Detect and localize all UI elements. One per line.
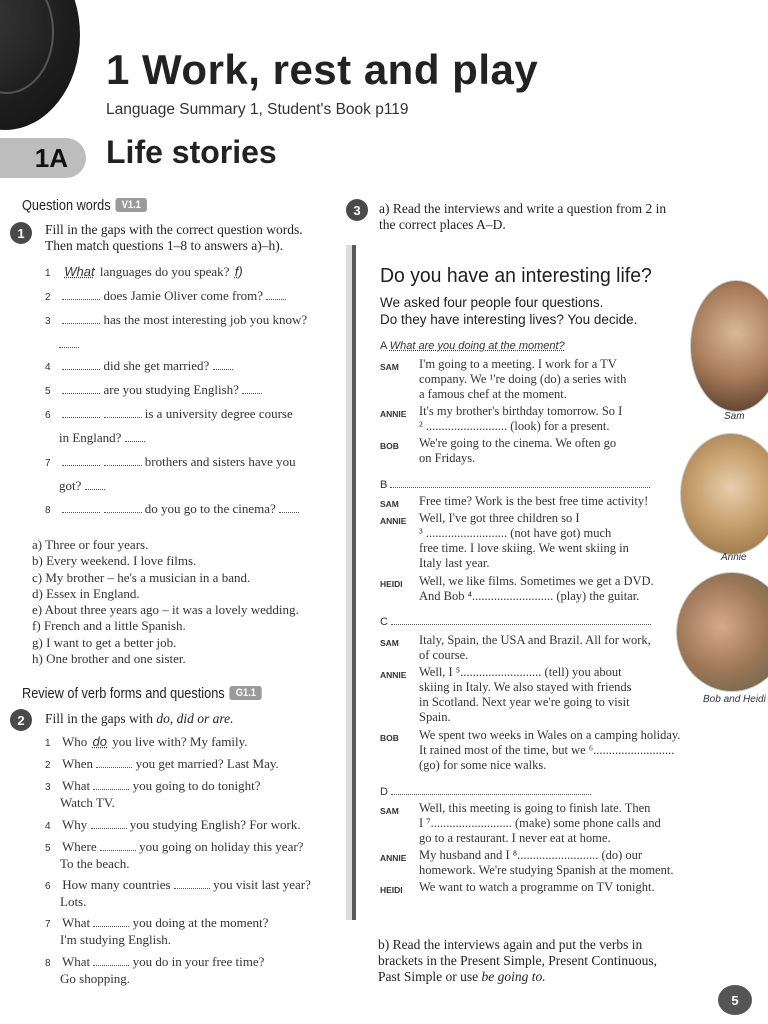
item-number: 2 <box>45 760 51 771</box>
item-text: What <box>62 778 91 793</box>
dialogue-line: (go) for some nice walks. <box>419 758 547 772</box>
dialogue-line: It's my brother's birthday tomorrow. So I <box>419 404 623 418</box>
article-title: Do you have an interesting life? <box>380 265 652 287</box>
answer-gap[interactable] <box>62 358 100 370</box>
article-subtitle: We asked four people four questions. <box>380 295 604 310</box>
section-c-question <box>380 613 651 628</box>
instruction-line: Fill in the gaps with the correct question words. <box>45 222 303 237</box>
item-text: What <box>62 915 91 930</box>
dialogue-line: Well, I've got three children so I <box>419 511 580 525</box>
page-number: 5 <box>718 985 752 1015</box>
question-item-2 <box>45 288 286 305</box>
item-text: languages do you speak? <box>99 264 230 279</box>
question-item-8 <box>45 501 299 518</box>
dialogue-line: Well, this meeting is going to finish late. Then <box>419 801 651 815</box>
verb-item-2 <box>45 756 279 773</box>
question-words-heading <box>22 197 147 214</box>
dialogue-line: It rained most of the time, but we ⁶.......................... <box>419 743 675 757</box>
item-number: 4 <box>45 362 51 373</box>
dialogue-line: Well, I ⁵.......................... (tell) you about <box>419 665 622 679</box>
answer-option: f) French and a little Spanish. <box>32 618 186 634</box>
instruction-line: Then match questions 1–8 to answers a)–h). <box>45 238 284 253</box>
item-number: 7 <box>45 458 51 469</box>
dialogue-line: go to a restaurant. I never eat at home. <box>419 831 611 845</box>
section-letter: C <box>380 616 388 628</box>
dialogue-line: company. We ¹'re doing (do) a series with <box>419 372 627 386</box>
item-text: When <box>62 756 94 771</box>
item-number: 8 <box>45 505 51 516</box>
answer-option: h) One brother and one sister. <box>32 651 186 667</box>
lesson-badge: 1A <box>0 138 86 178</box>
item-number: 1 <box>45 268 51 279</box>
dialogue-line: My husband and I ⁸.......................... (do) our <box>419 848 643 862</box>
item-text: What <box>62 954 91 969</box>
item-text: you do in your free time? <box>132 954 265 969</box>
instruction-line: b) Read the interviews again and put the verbs in <box>378 937 643 952</box>
answer-gap[interactable] <box>62 382 100 394</box>
section-letter: B <box>380 479 388 491</box>
answer-gap[interactable] <box>93 778 129 790</box>
item-text: you going on holiday this year? <box>139 839 304 854</box>
verb-item-3 <box>45 778 261 810</box>
match-gap[interactable] <box>279 501 299 513</box>
speaker-label: ANNIE <box>380 516 407 526</box>
verb-item-4 <box>45 817 301 834</box>
dialogue-line: ² .......................... (look) for a present. <box>419 419 610 433</box>
section-letter: D <box>380 786 388 798</box>
dialogue-line: Italy last year. <box>419 556 490 570</box>
match-gap[interactable] <box>266 288 286 300</box>
item-text: got? <box>59 478 82 493</box>
item-text: you get married? Last May. <box>135 756 279 771</box>
dialogue-line: I ⁷.......................... (make) some phone calls and <box>419 816 661 830</box>
language-summary-ref: Language Summary 1, Student's Book p119 <box>106 101 409 118</box>
speaker-label: BOB <box>380 441 399 451</box>
section-heading-text: Review of verb forms and questions <box>22 685 225 702</box>
exercise-1-instruction <box>45 222 345 254</box>
dialogue-line: We want to watch a programme on TV tonight. <box>419 880 655 894</box>
question-item-4 <box>45 358 233 375</box>
item-number: 3 <box>45 316 51 327</box>
verb-forms-heading <box>22 685 262 702</box>
answer-option: c) My brother – he's a musician in a band. <box>32 569 251 585</box>
instruction-line: brackets in the Present Simple, Present Continuous, <box>378 953 657 968</box>
item-number: 4 <box>45 821 51 832</box>
answer-gap[interactable] <box>91 817 127 829</box>
dialogue-line: Well, we like films. Sometimes we get a DVD. <box>419 574 654 588</box>
item-number: 6 <box>45 881 51 892</box>
dialogue-line: of course. <box>419 648 469 662</box>
exercise-2-instruction <box>45 711 234 727</box>
answer-gap[interactable] <box>104 454 142 466</box>
item-text: you visit last year? <box>213 877 311 892</box>
answer-option: e) About three years ago – it was a lovely wedding. <box>32 602 299 618</box>
match-gap[interactable] <box>85 478 105 490</box>
instruction-line: the correct places A–D. <box>379 217 506 232</box>
item-text: is a university degree course <box>144 406 293 421</box>
section-heading-text: Question words <box>22 197 111 214</box>
speaker-label: HEIDI <box>380 579 403 589</box>
item-text: Where <box>62 839 97 854</box>
verb-item-6 <box>45 877 311 909</box>
answer-gap[interactable] <box>96 756 132 768</box>
verb-item-8 <box>45 954 264 986</box>
match-gap[interactable] <box>213 358 233 370</box>
instruction-text: Past Simple or use <box>378 969 482 984</box>
verb-item-5 <box>45 839 303 871</box>
item-text: Who <box>62 734 88 749</box>
dialogue-line: We're going to the cinema. We often go <box>419 436 617 450</box>
item-answer-line: Watch TV. <box>60 795 115 810</box>
question-item-6 <box>45 406 293 423</box>
exercise-number-2: 2 <box>10 709 32 731</box>
item-answer-line: Lots. <box>60 894 87 909</box>
item-text: Why <box>62 817 88 832</box>
item-text: you doing at the moment? <box>132 915 269 930</box>
speaker-label: ANNIE <box>380 670 407 680</box>
example-answer: What <box>64 264 95 279</box>
item-answer-line: Go shopping. <box>60 971 131 986</box>
answer-gap[interactable] <box>100 839 136 851</box>
question-item-3-match <box>59 336 79 351</box>
answer-option: d) Essex in England. <box>32 585 140 601</box>
exercise-3b-instruction <box>378 937 657 985</box>
dialogue-line: I'm going to a meeting. I work for a TV <box>419 357 617 371</box>
question-gap[interactable] <box>391 783 591 795</box>
answer-gap[interactable] <box>104 501 142 513</box>
answer-gap[interactable] <box>174 877 210 889</box>
section-d-question <box>380 783 591 798</box>
answer-gap[interactable] <box>93 915 129 927</box>
speaker-label: HEIDI <box>380 885 403 895</box>
speaker-label: BOB <box>380 733 399 743</box>
item-number: 6 <box>45 410 51 421</box>
item-number: 7 <box>45 919 51 930</box>
section-a-question <box>380 340 565 352</box>
reference-badge: G1.1 <box>230 686 262 700</box>
item-text: did she get married? <box>103 358 210 373</box>
exercise-3a-instruction <box>379 201 666 233</box>
question-item-5 <box>45 382 262 399</box>
reference-badge: V1.1 <box>116 198 147 212</box>
exercise-number-1: 1 <box>10 222 32 244</box>
speaker-label: ANNIE <box>380 853 407 863</box>
exercise-number-3: 3 <box>346 199 368 221</box>
dialogue-line: We spent two weeks in Wales on a camping holiday. <box>419 728 681 742</box>
dialogue-line: in Scotland. Next year we're going to visit <box>419 695 630 709</box>
match-gap[interactable] <box>125 430 145 442</box>
item-text: you studying English? For work. <box>129 817 301 832</box>
item-number: 5 <box>45 386 51 397</box>
lesson-title: Life stories <box>106 134 277 170</box>
section-question: What are you doing at the moment? <box>389 340 565 352</box>
question-gap[interactable] <box>391 613 651 625</box>
answer-gap[interactable] <box>104 406 142 418</box>
dialogue-line: Spain. <box>419 710 451 724</box>
unit-title: 1 Work, rest and play <box>106 46 539 93</box>
dialogue-line: ³ .......................... (not have got) much <box>419 526 612 540</box>
item-text: do you go to the cinema? <box>144 501 276 516</box>
speaker-label: SAM <box>380 806 399 816</box>
answer-gap[interactable] <box>62 312 100 324</box>
photo-caption: Annie <box>721 552 747 563</box>
question-item-7 <box>45 454 296 471</box>
match-gap[interactable] <box>242 382 262 394</box>
answer-option: g) I want to get a better job. <box>32 634 177 650</box>
answer-option: a) Three or four years. <box>32 537 149 552</box>
question-item-3 <box>45 312 307 329</box>
answer-gap[interactable] <box>62 406 100 418</box>
item-text: are you studying English? <box>103 382 239 397</box>
dialogue-line: free time. I love skiing. We went skiing in <box>419 541 629 555</box>
article-subtitle: Do they have interesting lives? You decide. <box>380 312 638 327</box>
question-item-7-cont <box>59 478 105 493</box>
instruction-line <box>378 969 657 985</box>
question-gap[interactable] <box>390 476 650 488</box>
match-gap[interactable] <box>59 336 79 348</box>
verb-item-7 <box>45 915 268 947</box>
question-item-1 <box>45 264 245 281</box>
dialogue-line: on Fridays. <box>419 451 476 465</box>
dialogue-line: homework. We're studying Spanish at the moment. <box>419 863 674 877</box>
answer-gap[interactable] <box>62 501 100 513</box>
item-number: 3 <box>45 782 51 793</box>
dialogue-line: Free time? Work is the best free time activity! <box>419 494 649 508</box>
speaker-label: SAM <box>380 499 399 509</box>
speaker-label: SAM <box>380 362 399 372</box>
dialogue-line: And Bob ⁴.......................... (play) the guitar. <box>419 589 640 603</box>
instruction-text: Fill in the gaps with <box>45 711 157 726</box>
speaker-label: SAM <box>380 638 399 648</box>
answer-option: b) Every weekend. I love films. <box>32 553 197 569</box>
item-text: you going to do tonight? <box>132 778 261 793</box>
photo-caption: Sam <box>724 411 745 422</box>
item-answer-line: To the beach. <box>60 856 130 871</box>
item-text: in England? <box>59 430 122 445</box>
dialogue-line: skiing in Italy. We also stayed with friends <box>419 680 632 694</box>
speaker-label: ANNIE <box>380 409 407 419</box>
answer-gap[interactable] <box>93 954 129 966</box>
item-text: you live with? My family. <box>112 734 248 749</box>
item-number: 5 <box>45 843 51 854</box>
dialogue-line: a famous chef at the moment. <box>419 387 567 401</box>
verb-item-1 <box>45 734 248 751</box>
answer-list <box>32 537 299 667</box>
section-b-question <box>380 476 650 491</box>
item-answer-line: I'm studying English. <box>60 932 172 947</box>
instruction-emphasis: be going to. <box>481 969 546 984</box>
item-text: brothers and sisters have you <box>144 454 296 469</box>
item-text: does Jamie Oliver come from? <box>103 288 264 303</box>
item-number: 1 <box>45 738 51 749</box>
section-letter: A <box>380 340 387 352</box>
item-text: has the most interesting job you know? <box>103 312 308 327</box>
photo-caption: Bob and Heidi <box>703 694 766 705</box>
question-item-6-cont <box>59 430 145 445</box>
example-answer: do <box>92 734 108 749</box>
item-number: 8 <box>45 958 51 969</box>
example-match: f) <box>234 264 243 279</box>
instruction-line: a) Read the interviews and write a question from 2 in <box>379 201 667 216</box>
item-number: 2 <box>45 292 51 303</box>
answer-gap[interactable] <box>62 288 100 300</box>
answer-gap[interactable] <box>62 454 100 466</box>
dialogue-line: Italy, Spain, the USA and Brazil. All for work, <box>419 633 651 647</box>
instruction-words: do, did or are. <box>156 711 234 726</box>
item-text: How many countries <box>62 877 171 892</box>
